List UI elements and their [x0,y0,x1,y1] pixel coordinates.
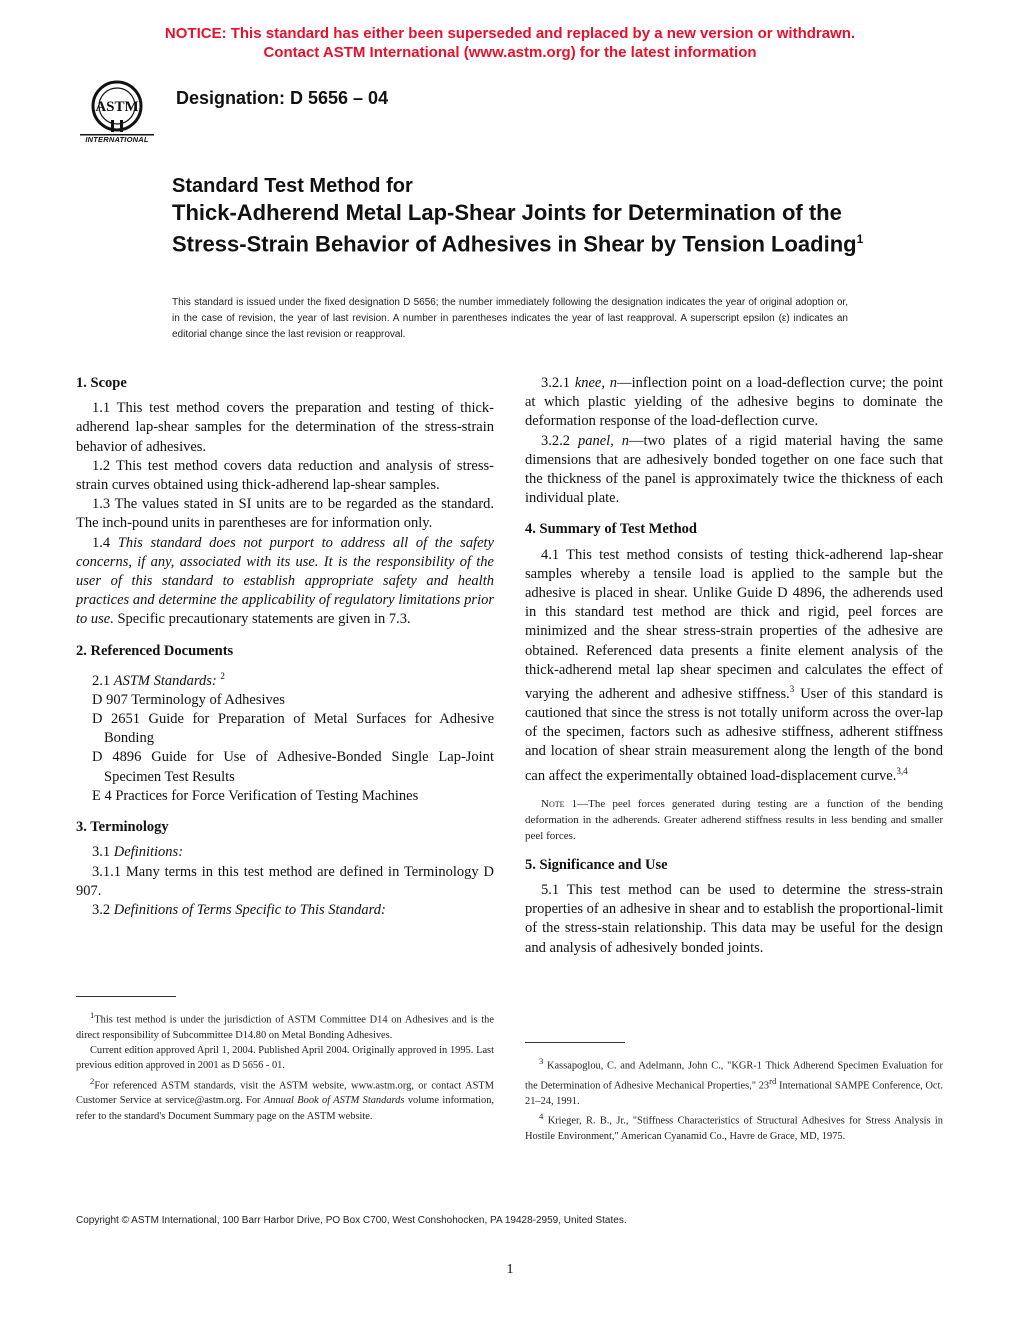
para-4-1 [525,546,943,786]
section-heading-referenced: 2. Referenced Documents [76,642,234,659]
para-1-2: 1.2 This test method covers data reduction and analysis of stress-strain curves obtained using thick-adherend lap-shear samples. [76,457,494,494]
section-heading-summary: 4. Summary of Test Method [525,521,697,538]
left-column [76,374,494,920]
footnotes-left [76,1008,494,1124]
para-2-1-italic: ASTM Standards: [113,672,217,689]
footnote-1-mark: 1 [90,1010,95,1020]
title-footnote-mark: 1 [856,232,864,246]
notice-line-2: Contact ASTM International (www.astm.org) for the latest information [263,44,757,61]
footnote-1-edition: Current edition approved April 1, 2004. Published April 2004. Originally approved in 1995. Last previous edition approved in 2001 as D 5656 - 01. [76,1045,494,1072]
footnote-2-mark: 2 [90,1075,95,1086]
astm-international-logo-icon [76,76,158,148]
footnote-3-text-b: International SAMPE Conference, Oct. 21–24, 1991. [525,1080,943,1107]
right-column [525,374,943,958]
ref-e4: E 4 Practices for Force Verification of Testing Machines [92,787,419,804]
para-1-4-rest: Specific precautionary statements are given in 7.3. [117,611,411,628]
footnote-1-text: This test method is under the jurisdiction of ASTM Committee D14 on Adhesives and is the direct responsibility of Subcommittee D14.80 on Metal Bonding Adhesives. [76,1014,494,1041]
para-3-2-2-term: panel, n [577,432,629,449]
logo-international-text: INTERNATIONAL [85,135,149,144]
designation: Designation: D 5656 – 04 [176,88,389,108]
note-1-text: —The peel forces generated during testing are a function of the bending deformation in the adherends. Greater adherend stiffness results in less bending and smaller peel forces. [525,797,943,842]
section-heading-terminology: 3. Terminology [76,819,169,836]
para-3-2-1 [525,374,943,432]
document-title [172,174,892,257]
footnote-divider-left [76,996,176,997]
footnote-3-text-a: Kassapoglou, C. and Adelmann, John C., "KGR-1 Thick Adherend Specimen Evaluation for the Determination of Adhesive Mechanical Properties," 23 [525,1060,943,1092]
para-4-1-sup-2: 3,4 [896,765,908,776]
para-1-4-number: 1.4 [92,534,111,551]
para-3-2-number: 3.2 [92,901,111,918]
para-1-1: 1.1 This test method covers the preparation and testing of thick-adherend lap-shear samples for the determination of the stress-strain behavior of adhesives. [76,400,494,455]
para-1-4 [76,534,494,630]
para-1-3: 1.3 The values stated in SI units are to be regarded as the standard. The inch-pound units in parentheses are for information only. [76,496,494,532]
note-1-label: Note 1 [541,797,578,810]
para-3-1-italic: Definitions: [113,844,184,861]
footnote-2-text-a: For referenced ASTM standards, visit the ASTM website, www.astm.org, or contact ASTM Customer Service at service@astm.org. For [76,1080,494,1107]
para-3-2-1-term: knee, n [574,375,618,391]
page-number: 1 [506,1262,514,1277]
footnote-3 [525,1054,943,1109]
ref-d907: D 907 Terminology of Adhesives [92,691,285,708]
title-main [172,200,892,257]
para-4-1-sup-1: 3 [789,684,795,695]
footnote-4-text: Krieger, R. B., Jr., "Stiffness Characteristics of Structural Adhesives for Stress Analysis in Hostile Environment," American Cyanamid Co., Havre de Grace, MD, 1975. [525,1115,943,1142]
section-heading-scope: 1. Scope [76,375,127,391]
para-2-1 [76,667,494,691]
issue-note: This standard is issued under the fixed designation D 5656; the number immediately following the designation indicates the year of original adoption or, in the case of revision, the year of last revision. A number in parentheses indicates the year of last reapproval. A superscript epsilon (ε) indicates an editorial change since the last revision or reapproval. [172,297,848,340]
para-3-1-number: 3.1 [92,844,111,861]
footnote-3-mark: 3 [539,1056,544,1066]
section-heading-significance: 5. Significance and Use [525,856,668,873]
para-3-2-2-text: —two plates of a rigid material having the same dimensions that are adhesively bonded together on one face such that the thickness of the panel is approximately twice the thickness of each individual plate. [525,432,944,507]
para-3-1-1: 3.1.1 Many terms in this test method are defined in Terminology D 907. [76,863,494,899]
para-3-2 [76,901,494,920]
para-5-1: 5.1 This test method can be used to determine the stress-strain properties of an adhesive in shear and to establish the proportional-limit of the stress-stain relationship. This data may be useful for the design and analysis of adhesively bonded joints. [525,881,943,956]
note-1 [525,796,943,844]
para-4-1-text: 4.1 This test method consists of testing thick-adherend lap-shear samples whereby a tensile load is applied to the sample but the adhesive is placed in shear. Unlike Guide D 4896, the adherends used in this standard test method are thick and rigid, peel forces are minimized and the shear stress-strain properties of the adhesive are obtained. Referenced data presents a finite element analysis of the thick-adherend metal lap shear specimen and calculates the effect of varying the adherent and adhesive stiffness. [525,546,943,702]
para-4-1-cont: User of this standard is cautioned that since the stress is not totally uniform across the over-lap of the specimen, factors such as adhesive stiffness, adherent stiffness and location of shear strain measurement along the length of the bond can affect the experimentally obtained load-displacement curve. [525,685,944,784]
footnote-divider-right [525,1042,625,1043]
footnote-2-italic: Annual Book of ASTM Standards [263,1095,405,1107]
title-line-1: Standard Test Method for [172,175,413,197]
para-3-2-1-text: —inflection point on a load-deflection curve; the point at which plastic yielding of the adhesive begins to dominate the deformation response of the load-deflection curve. [525,375,944,430]
ref-d4896: D 4896 Guide for Use of Adhesive-Bonded Single Lap-Joint Specimen Test Results [92,749,494,785]
para-3-1 [76,843,494,862]
copyright-line: Copyright © ASTM International, 100 Barr Harbor Drive, PO Box C700, West Conshohocken, PA 19428-2959, United States. [76,1215,627,1226]
title-main-text: Thick-Adherend Metal Lap-Shear Joints for Determination of the Stress-Strain Behavior of Adhesives in Shear by Tension Loading [172,200,857,257]
para-3-2-2 [525,432,943,509]
para-3-2-1-number: 3.2.1 [541,375,570,391]
ref-d2651: D 2651 Guide for Preparation of Metal Surfaces for Adhesive Bonding [92,711,494,747]
footnote-1 [76,1008,494,1043]
svg-text:ASTM: ASTM [95,99,139,115]
footnote-2 [76,1074,494,1124]
para-2-1-number: 2.1 [92,672,111,689]
footnote-2-text-b: volume information, refer to the standard's Document Summary page on the ASTM website. [76,1095,495,1122]
para-1-4-safety: This standard does not purport to address all of the safety concerns, if any, associated with its use. It is the responsibility of the user of this standard to establish appropriate safety and health practices and determine the applicability of regulatory limitations prior to use. [76,534,494,628]
footnote-4-mark: 4 [539,1110,544,1121]
footnotes-right [525,1054,943,1144]
para-3-2-italic: Definitions of Terms Specific to This Standard: [113,901,386,918]
withdrawn-notice [0,24,1020,62]
para-2-1-sup: 2 [220,670,225,681]
para-3-2-2-number: 3.2.2 [541,432,570,449]
notice-line-1: NOTICE: This standard has either been superseded and replaced by a new version or withdrawn. [164,25,856,42]
footnote-4 [525,1109,943,1144]
footnote-3-sup: rd [769,1075,777,1086]
